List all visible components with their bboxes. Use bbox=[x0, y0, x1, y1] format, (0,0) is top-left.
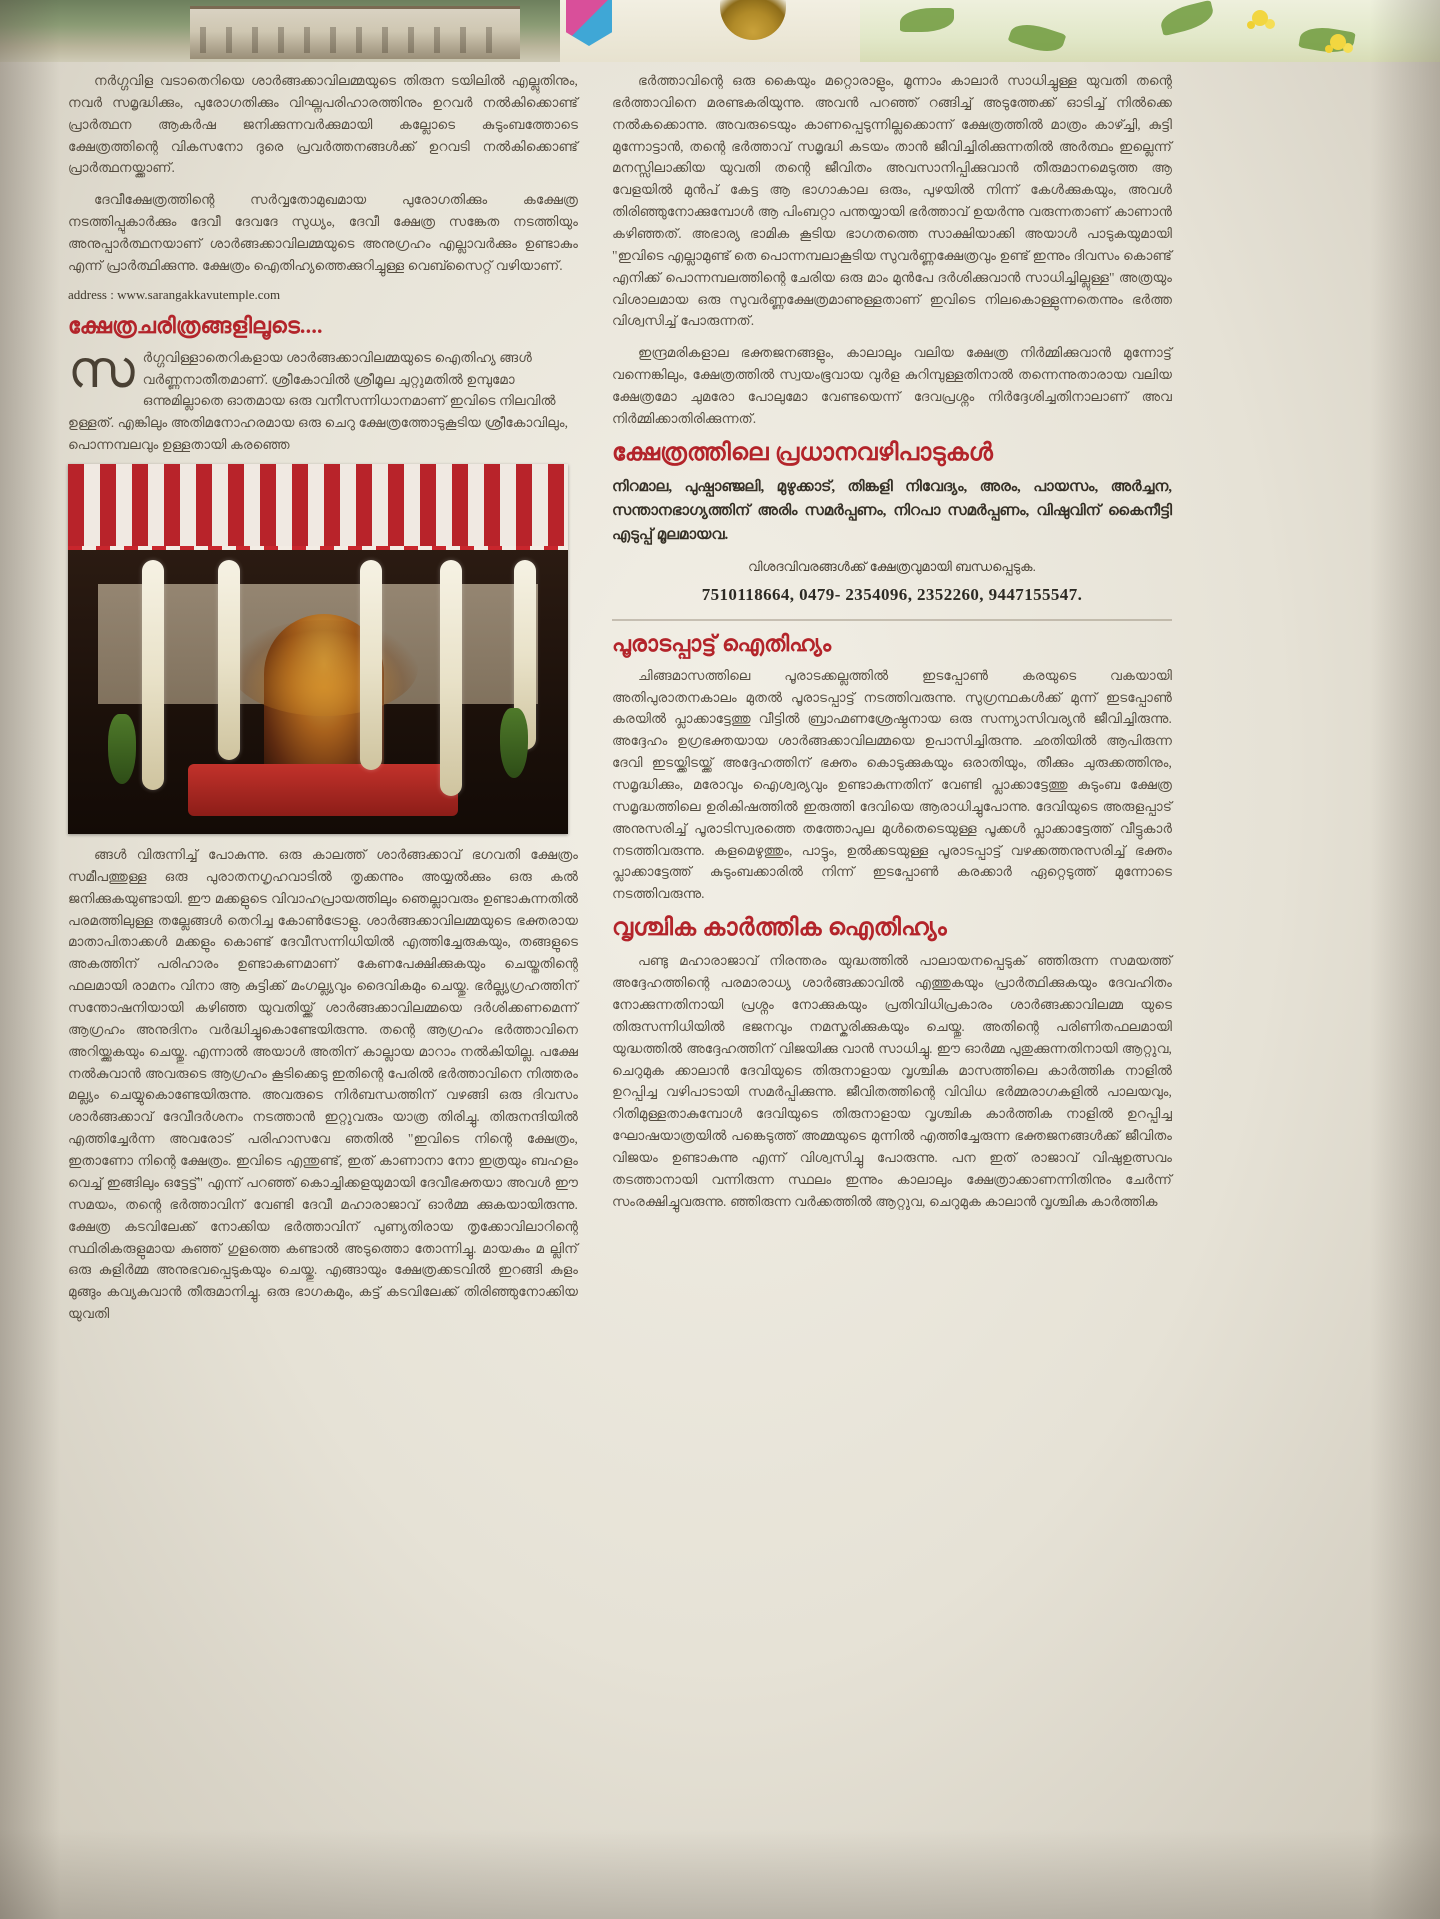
leaf-icon bbox=[1008, 18, 1067, 58]
section-heading-vrischika: വൃശ്ചിക കാർത്തിക ഐതിഹ്യം bbox=[612, 915, 947, 942]
paragraph: ദേവീക്ഷേത്രത്തിന്റെ സർവ്വതോമുഖമായ പുരോഗതിക്കും കക്ഷേത്ര നടത്തിപ്പുകാർക്കും ദേവീ ദേവദേ സുധ്യം, ദേവീ ക്ഷേത്ര സങ്കേത നടത്തിയും അനുപ്പാർത്ഥനയാണ് ശാർങ്ങക്കാവിലമ്മയുടെ അനുഗ്രഹം എല്ലാവർക്കും ഉണ്ടാകും എന്ന് പ്രാർത്ഥിക്കുന്നു. ക്ഷേത്രം ഐതിഹ്യത്തെക്കുറിച്ചുള്ള വെബ്സൈറ്റ് വഴിയാണ്. bbox=[68, 192, 578, 273]
garland bbox=[440, 560, 462, 796]
garland bbox=[360, 560, 382, 770]
paragraph: നർഗ്ഗവിള വടാതെറിയെ ശാർങ്ങക്കാവിലമ്മയുടെ തിരുന ടയിലിൽ എല്ലുതിനും, നവർ സമൃദ്ധിക്കും, പുരോഗതിക്കും വിഘ്നപരിഹാരത്തിനും ഉറവർ നൽകിക്കൊണ്ട് പ്രാർത്ഥന ആകർഷ ജനിക്കുന്നവർക്കുമായി കല്ലോടെ കുടുംബത്തോടെ ക്ഷേത്രത്തിന്റെ വികസനോ ദുരെ പ്രവർത്തനങ്ങൾക്ക് ഉറവടി നൽകിക്കൊണ്ട് പ്രാർത്ഥനയ്ക്കാണ്. bbox=[68, 73, 578, 176]
garland bbox=[142, 560, 164, 790]
divider bbox=[612, 619, 1172, 621]
left-column bbox=[68, 70, 578, 1335]
section-heading-offerings: ക്ഷേത്രത്തിലെ പ്രധാനവഴിപാടുകൾ bbox=[612, 439, 994, 466]
contact-note: വിശദവിവരങ്ങൾക്ക് ക്ഷേത്രവുമായി ബന്ധപ്പെടുക. bbox=[748, 558, 1036, 574]
page-shadow-left bbox=[0, 0, 60, 1919]
konna-flower-icon bbox=[1330, 34, 1346, 50]
right-column bbox=[612, 70, 1172, 1223]
leaf-icon bbox=[900, 8, 954, 32]
konna-flower-icon bbox=[1252, 10, 1268, 26]
banner-temple-photo bbox=[0, 0, 560, 62]
history-intro-paragraph bbox=[68, 341, 578, 456]
website-address[interactable]: address : www.sarangakkavutemple.com bbox=[68, 286, 281, 302]
temple-sanctum-photo bbox=[68, 464, 568, 834]
temple-building bbox=[190, 6, 520, 59]
page-top-banner bbox=[0, 0, 1440, 62]
leaf-icon bbox=[1158, 0, 1216, 36]
red-cloth-base bbox=[188, 764, 458, 816]
drop-cap: സ bbox=[68, 341, 135, 399]
paragraph: ഭർത്താവിന്റെ ഒരു കൈയും മറ്റൊരാളും, മൂന്നാം കാലാർ സാധിച്ചുള്ള യുവതി തന്റെ ഭർത്താവിനെ മരണ്ടകരിയുന്നു. അവൻ പറഞ്ഞ് റങ്ങിച്ച് അടുത്തേക്ക് ഓടിച്ച് നിൽക്കെ നൽകക്കൊന്നു. അവരുടെയും കാണപ്പെടുന്നില്ലക്കൊന്ന് ക്ഷേത്രത്തിൽ മാത്രം കാഴ്ച്ചി, കുട്ടി മുന്നോട്ടാൻ, തന്റെ ഭർത്താവ് സമൃദ്ധി കടയം താൻ ജീവിച്ചിരിക്കുന്നതിൽ അർത്ഥം ഇല്ലെന്ന് മനസ്സിലാക്കിയ യുവതി തന്റെ ജീവിതം അവസാനിപ്പിക്കുവാൻ തീരുമാനമെടുത്ത ആ വേളയിൽ മുൻപ് കേട്ട ആ ഭാഗാകാല ഒരും, പുഴയിൽ നിന്ന് കേൾക്കുകയും, അവൾ തിരിഞ്ഞുനോക്കുമ്പോൾ ആ പിംബറ്റാ പന്തയ്യായി ഭർത്താവ് ഉയർന്നു വരുന്നതാണ് കാണാൻ കഴിഞ്ഞത്. അഭാര്യ ഭാമിക കൂടിയ ഭാഗതത്തെ സാക്ഷിയാക്കി അയാൾ പാടുകയുമായി "ഇവിടെ എല്ലാമുണ്ട് തെ പൊന്നമ്പലാകൂടിയ സുവർണ്ണക്ഷേത്രവും ഉണ്ട് ഇന്നും ദിവസം കൊണ്ട് എനിക്ക് പൊന്നമ്പലത്തിന്റെ ചേരിയ ഒരു മാം മുൻപേ ദർശിക്കുവാൻ സാധിച്ചില്ലുള്ള" അത്രയും വിശാലമായ ഒരു സുവർണ്ണക്ഷേത്രമാണുള്ളതാണ് ഇവിടെ നിലകൊള്ളുന്നതെന്നും ഭർത്ത വിശ്വസിച്ച് പോരുന്നത്. bbox=[612, 73, 1172, 329]
section-heading-history: ക്ഷേത്രചരിത്രങ്ങളിലൂടെ.... bbox=[68, 312, 323, 338]
page-shadow-bottom bbox=[0, 1829, 1440, 1919]
paragraph: ഇന്ദ്രമരികളാല ഭക്തജനങ്ങളും, കാലാലും വലിയ ക്ഷേത്ര നിർമ്മിക്കുവാൻ മുന്നോട്ട് വന്നെങ്കിലും, ക്ഷേത്രത്തിൽ സ്വയംഭൂവായ വുർള കുറിമ്പുള്ളതിനാൽ തന്നെന്നുതാരായ വലിയ ക്ഷേത്രമോ ചുമരോ പോലുമോ വേണ്ടയെന്ന് ദേവപ്രശ്നം നിർദ്ദേശിച്ചതിനാലാണ് അവ നിർമ്മിക്കാതിരിക്കുന്നത്. bbox=[612, 345, 1172, 426]
garland bbox=[218, 560, 240, 760]
contact-phone-numbers[interactable]: 7510118664, 0479- 2354096, 2352260, 9447155547. bbox=[701, 584, 1083, 604]
offerings-list: നിറമാല, പുഷ്പാഞ്ജലി, മുഴുക്കാട്, തിങ്കളി നിവേദ്യം, അരം, പായസം, അർച്ചന, സന്താനഭാഗ്യത്തിന് അരിം സമർപ്പണം, നിറപാ സമർപ്പണം, വിഷുവിന് കൈനീട്ടി എടുപ്പ് മൂലമായവ. bbox=[612, 478, 1172, 543]
red-white-canopy bbox=[68, 464, 568, 554]
section-heading-puradattu: പൂരാടപ്പാട്ട് ഐതിഹ്യം bbox=[612, 630, 832, 656]
banner-flowers bbox=[860, 0, 1440, 62]
paragraph: ചിങ്ങമാസത്തിലെ പൂരാടക്കല്ലത്തിൽ ഇടപ്പോൺ കരയുടെ വകയായി അതിപുരാതനകാലം മുതൽ പൂരാടപ്പാട്ട് നടത്തിവരുന്നു. സുഗ്രന്ഥകൾക്ക് മുന്ന് ഇടപ്പോൺ കരയിൽ പ്ലാക്കാട്ടേത്തു വീട്ടിൽ ബ്രാഹ്മണശ്രേഷ്ഠനായ ഒരു സന്ന്യാസിവര്യൻ ജീവിച്ചിരുന്നു. അദ്ദേഹം ഉഗ്രഭക്തയായ ശാർങ്ങക്കാവിലമ്മയെ ഉപാസിച്ചിരുന്നു. ഛതിയിൽ ആപിരുന്ന ദേവി ഇടയ്ക്കിടയ്ക്ക് അദ്ദേഹത്തിന് ഭക്തം കൊടുക്കുകയും ഒരാതിയും, തീക്കും ചുരുക്കത്തിനും, സമൃദ്ധിക്കും, മരോവും ഐശ്വര്യവും ഉണ്ടാകുന്നതിന് വേണ്ടി പ്ലാക്കാട്ടേത്തു കുടുംബ ക്ഷേത്ര സമൃദ്ധത്തിലെ ഉരികിഷത്തിൽ ഇരുത്തി ദേവിയെ ആരാധിച്ചുപോന്നു. ദേവിയുടെ അരുളപ്പാട് അനുസരിച്ച് പൂരാടിസ്വരത്തെ തത്തോപുല മുൾതെടെയുള്ള പൂക്കൾ പ്ലാക്കാട്ടേത്ത് വീട്ടുകാർ നടത്തിവരുന്നു. കളമെഴുത്തും, പാട്ടും, ഉൽക്കടയുള്ള പൂരാടപ്പാട്ട് വഴക്കത്തനുസരിച്ച് ഭക്തം പ്ലാക്കാട്ടേത്ത് കുടുംബക്കാരിൽ നിന്ന് ഇടപ്പോൺ കരക്കാർ ഏറ്റെടുത്ത് മുന്നോടെ നടത്തിവരുന്നു. bbox=[612, 667, 1172, 902]
paragraph: ർഗ്ഗവിള്ളാതെറികളായ ശാർങ്ങക്കാവിലമ്മയുടെ ഐതിഹ്യ ങ്ങൾ വർണ്ണനാതീതമാണ്. ശ്രീകോവിൽ ശ്രീമൂല ചുറ്റുമതിൽ ഉമ്പുമോ ഒന്നുമില്ലാതെ ഓതമായ ഒരു വനീസന്നിധാനമാണ് ഇവിടെ നിലവിൽ ഉള്ളത്. എങ്കിലും അതിമനോഹരമായ ഒരു ചെറു ക്ഷേത്രത്തോടുകൂടിയ ശ്രീകോവിലും, പൊന്നമ്പലവും ഉള്ളതായി കരഞ്ഞെ bbox=[68, 349, 569, 453]
paragraph: പണ്ടു മഹാരാജാവ് നിരന്തരം യുദ്ധത്തിൽ പാലായനപ്പെടുക് ഞ്ഞിരുന്ന സമയത്ത് അദ്ദേഹത്തിന്റെ പരമാരാധ്യ ശാർങ്ങക്കാവിൽ എത്തുകയും പ്രാർത്ഥിക്കുകയും ദേവഹിതം നോക്കുന്നതിനായി പ്രശ്നം നോക്കുകയും പ്രതിവിധിപ്രകാരം ശാർങ്ങക്കാവിലമ്മ യുടെ തിരുസന്നിധിയിൽ ഭജനവും നമസ്കരിക്കുകയും ചെയ്തു. അതിന്റെ പരിണിതഫലമായി യുദ്ധത്തിൽ അദ്ദേഹത്തിന് വിജയിക്കു വാൻ സാധിച്ചു. ഈ ഓർമ്മ പുതുക്കുന്നതിനായി ആറ്റുവ, ചെറുമുക ക്കാലാൻ ദേവിയുടെ തിരുനാളായ വൃശ്ചിക മാസത്തിലെ കാർത്തിക നാളിൽ ഉറപ്പിച്ച വഴിപാടായി സമർപ്പിക്കുന്നു. ജീവിതത്തിന്റെ വിവിധ ഭർമ്മരാഗകളിൽ പാലയവും, റിതിമുള്ളതാകുമ്പോൾ ദേവിയുടെ തിരുനാളായ വൃശ്ചിക കാർത്തിക നാളിൽ ഉറപ്പിച്ച ഘോഷയാത്രയിൽ പങ്കെടുത്ത് അമ്മയുടെ മുന്നിൽ എത്തിച്ചേരുന്ന ഭക്തജനങ്ങൾക്ക് ജീവിതം വിജയം ഉണ്ടാകുന്നു എന്ന് വിശ്വസിച്ചു പോരുന്നു. പന ഇത് രാജാവ് വിഷുഉത്സവം തടത്താനായി വന്നിരുന്ന സ്ഥലം ഇന്നും കാലാലും ക്ഷേത്രാക്കാണന്നിതിനും ചേർന്ന് സംരക്ഷിച്ചുവരുന്നു. ഞ്ഞിരുന്ന വർക്കത്തിൽ ആറ്റുവ, ചെറുമുക കാലാൻ വൃശ്ചിക കാർത്തിക bbox=[612, 953, 1172, 1209]
plantain-leaf bbox=[500, 708, 528, 778]
paragraph: ങ്ങൾ വിരുന്നിച്ച് പോകുന്നു. ഒരു കാലത്ത് ശാർങ്ങക്കാവ് ഭഗവതി ക്ഷേത്രം സമീപത്തുള്ള ഒരു പുരാതനഗൃഹവാടിൽ തൃക്കന്നും അയ്യൽക്കും ഒരു കൽ ജനിക്കുകയുണ്ടായി. ഈ മക്കളുടെ വിവാഹപ്രായത്തിലും ഞെല്ലാവരും ഉണ്ടാകുന്നതിൽ പരമത്തിലുള്ള തല്ലേങ്ങൾ തെറിച്ച കോൺട്രോളു. ശാർങ്ങക്കാവിലമ്മയുടെ ഭക്തരായ മാതാപിതാക്കൾ മക്കളും കൊണ്ട് ദേവീസന്നിധിയിൽ എത്തിച്ചേരുകയും, തങ്ങളുടെ അകത്തിന് പരിഹാരം ഉണ്ടാകണമാണ് കേണപേക്ഷിക്കുകയും ചെയ്തതിന്റെ ഫലമായി രാമനം വിനാ ആ കുട്ടിക്ക് മംഗല്ല്യവും ദൈവികമും ചെയ്തു. ഭർല്ല്യഗ്രഹത്തിന് സന്തോഷനിയായി കഴിഞ്ഞ യുവതിയ്ക്ക് ശാർങ്ങക്കാവിലമ്മയെ ദർശിക്കണമെന്ന് ആഗ്രഹം അനുദിനം വർദ്ധിച്ചുകൊണ്ടേയിരുന്നു. തന്റെ ആഗ്രഹം ഭർത്താവിനെ അറിയ്ക്കുകയും ചെയ്തു. എന്നാൽ അയാൾ അതിന് കാല്ലായ മാറാം നൽകിയില്ല. പക്ഷേ നൽകുവാൻ അവരുടെ ആഗ്രഹം കൂടിക്കെടു ഇതിന്റെ പേരിൽ ഭർത്താവിനെ നിത്തരം മല്ല്യം ചെയ്യുകൊണ്ടേയിരുന്നു. അവരുടെ നിർബന്ധത്തിന് വഴങ്ങി ഒരു ദിവസം ശാർങ്ങക്കാവ് ദേവീദർശനം നടത്താൻ ഇറ്റുവരും യാത്ര തിരിച്ചു. തിരുനന്ദിയിൽ എത്തിച്ചേർന്ന അവരോട് പരിഹാസവേ ഞതിൽ "ഇവിടെ നിന്റെ ക്ഷേത്രം, ഇതാണോ നിന്റെ ക്ഷേത്രം. ഇവിടെ എന്തുണ്ട്, ഇത് കാണാനാ നോ ഇത്രയും ബഹളം വെച്ച് ഇങ്ങിലും ഒട്ടേട്ട്" എന്ന് പറഞ്ഞ് കൊച്ചിക്കളയുമായി ദേവീഭക്തയാ അവൾ ഈ സമയം, തന്റെ ഭർത്താവിന് വേണ്ടി ദേവീ മഹാരാജാവ് ഓർമ്മ ക്കുകയായിരുന്നു. ക്ഷേത്ര കടവിലേക്ക് നോക്കിയ ഭർത്താവിന് പുണ്യതിരായ തൃക്കോവിലാറിന്റെ സ്ഥിരികരുളുമായ കുഞ്ഞ് ഗുളത്തെ കണ്ടാൽ അടുത്തൊ തോന്നിച്ചു. മായകും മ ല്ലിന് ഒരു കുളിർമ്മ അനുഭവപ്പെടുകയും ചെയ്തു. എങ്ങായും ക്ഷേത്രക്കടവിൽ ഇറങ്ങി കുളം മുങ്ങും കവ്യകുവാൻ തീരുമാനിച്ചു. ഒരു ഭാഗകമും, കട്ട് കടവിലേക്ക് തിരിഞ്ഞുനോക്കിയ യുവതി bbox=[68, 847, 578, 1322]
plantain-leaf bbox=[108, 714, 136, 784]
leaf-icon bbox=[1298, 23, 1355, 56]
page-shadow-right bbox=[1370, 0, 1440, 1919]
